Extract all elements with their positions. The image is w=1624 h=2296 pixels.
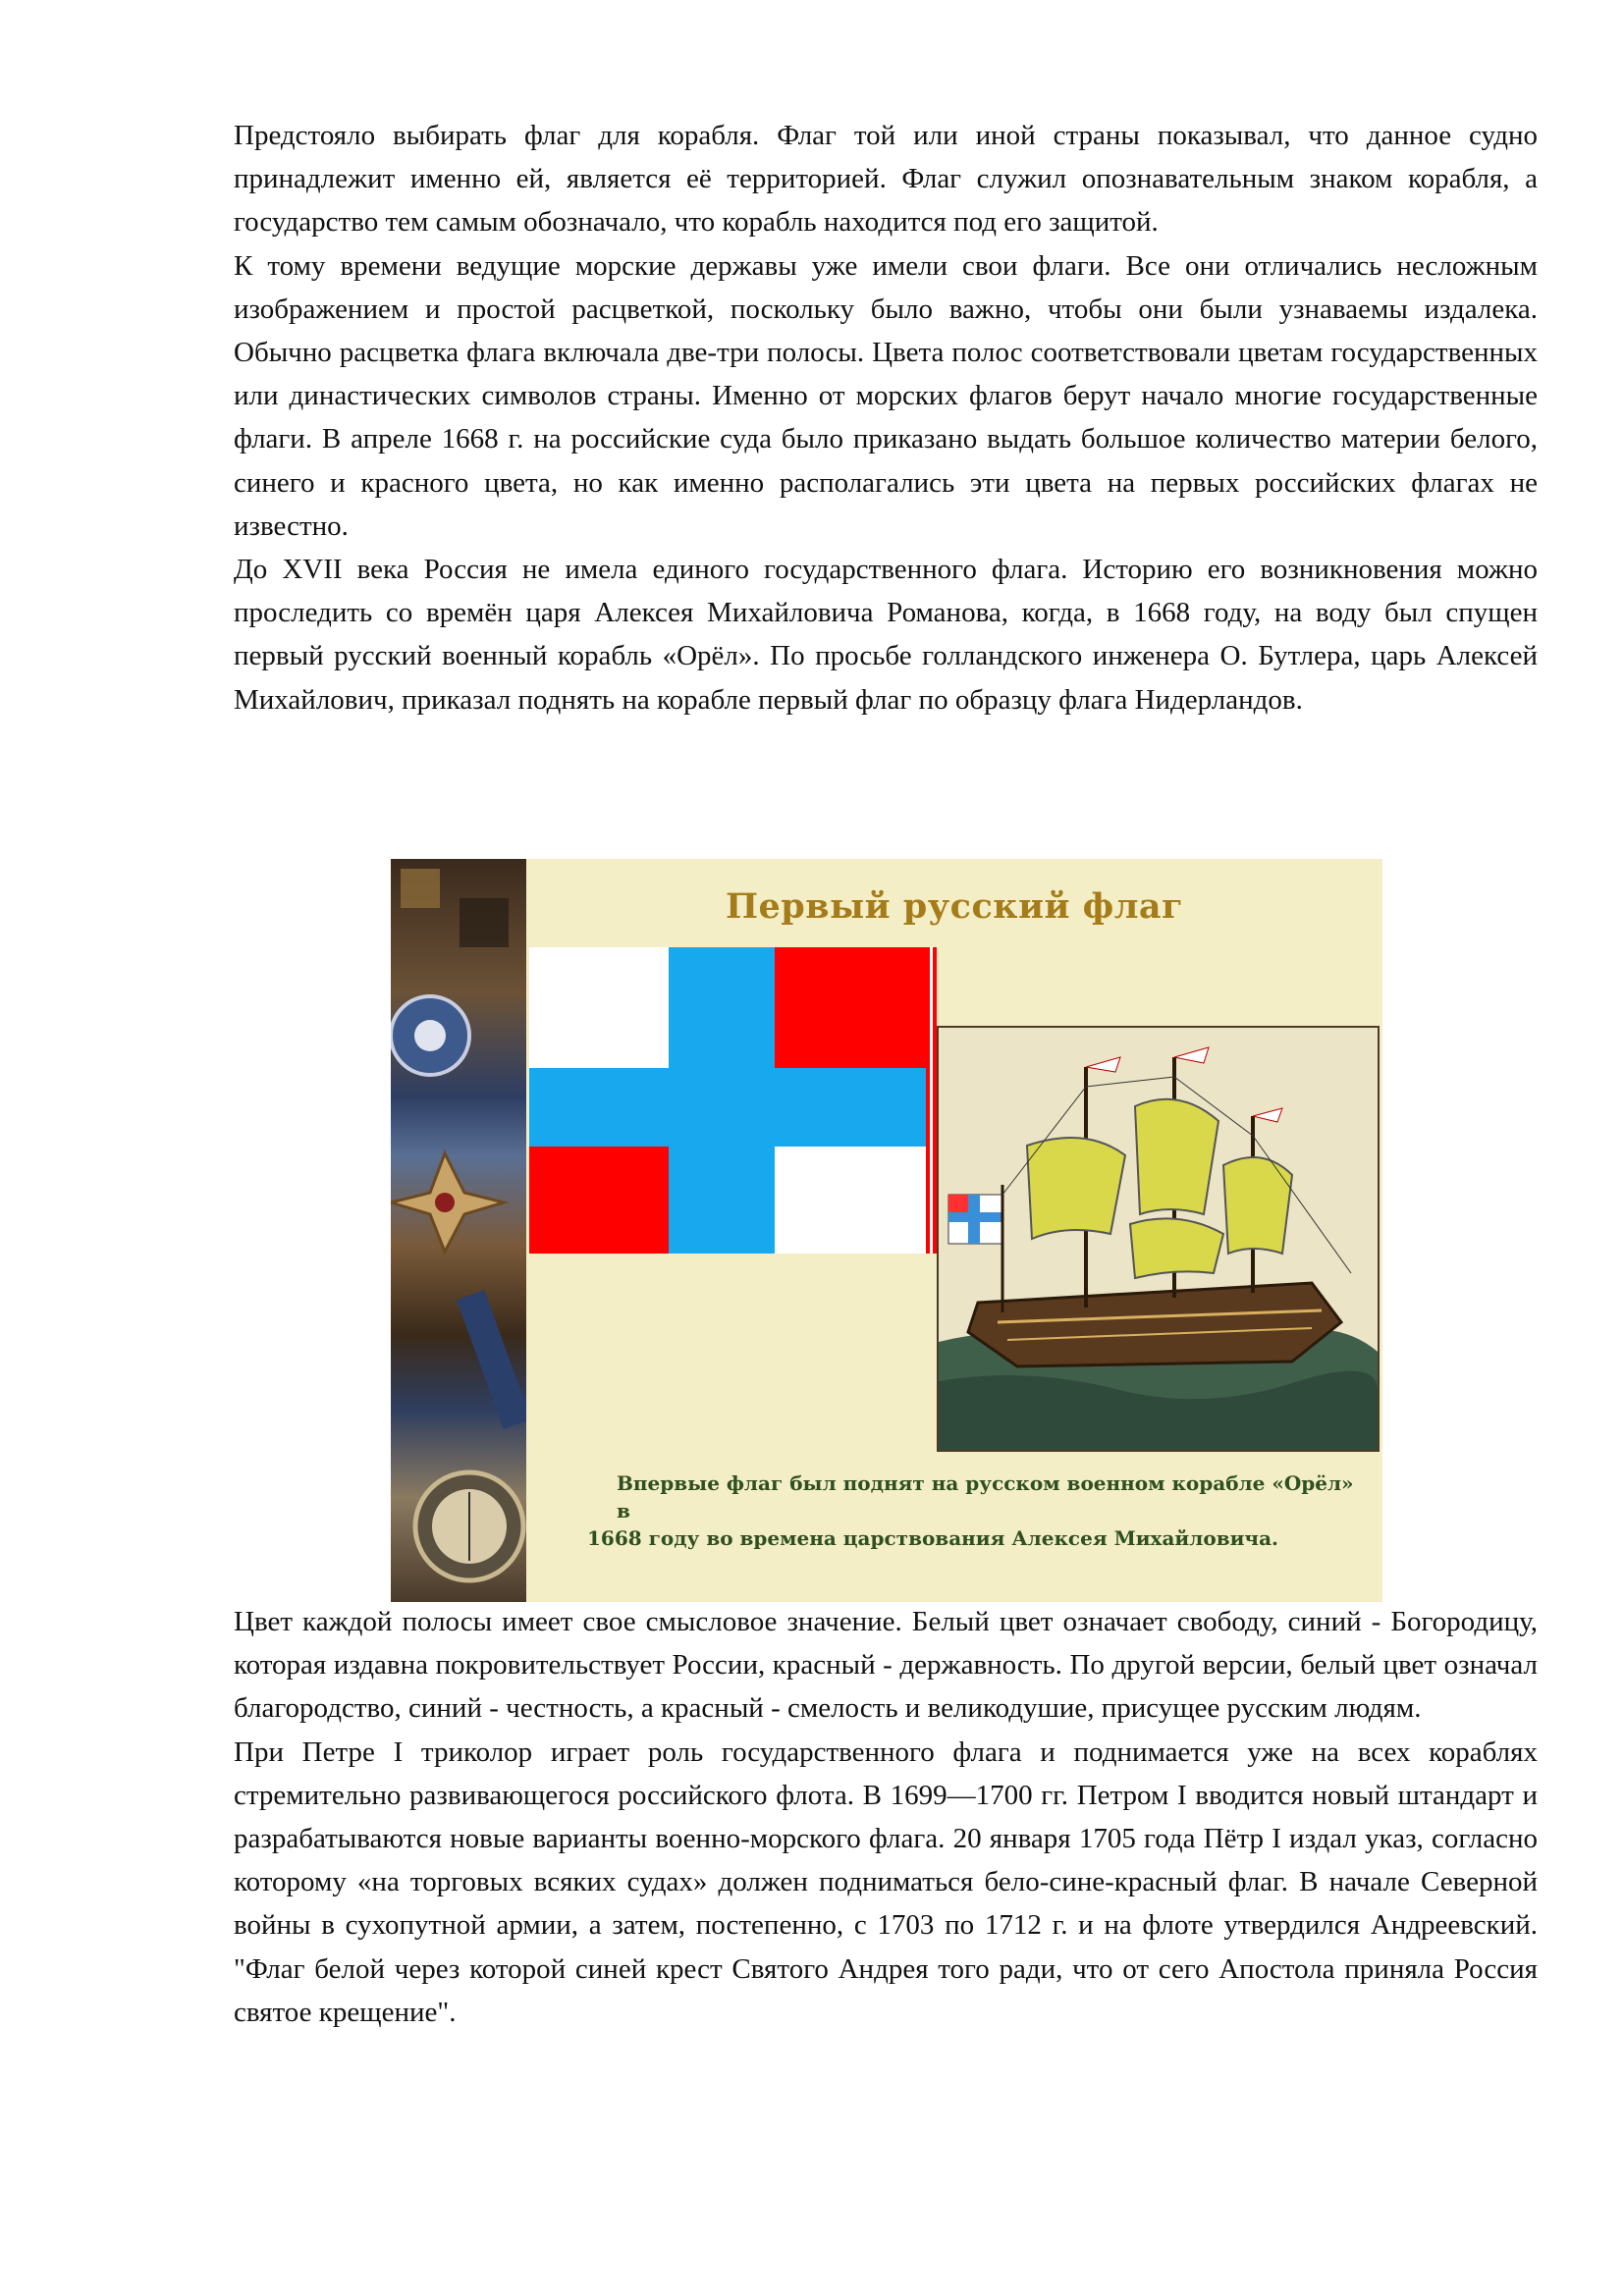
collage-artwork: [391, 859, 526, 1602]
ship-orel-image: [937, 1026, 1380, 1452]
paragraph: Предстояло выбирать флаг для корабля. Флаг той или иной страны показывал, что данное судно принадлежит именно ей, является её территорией. Флаг служил опознавательным знаком корабля, а государство тем самым обозначало, что корабль находится под его защитой.: [234, 120, 1538, 239]
caption-line: 1668 году во времена царствования Алексея Михайловича.: [587, 1526, 1278, 1550]
text-block-bottom: [234, 1600, 1538, 2034]
ship-artwork: [939, 1028, 1378, 1450]
first-russian-flag-illustration: [391, 859, 1382, 1602]
flag-cross-horizontal: [529, 1068, 937, 1147]
decorative-collage-image: [391, 859, 526, 1602]
illustration-caption: [587, 1469, 1373, 1552]
paragraph: К тому времени ведущие морские державы уже имели свои флаги. Все они отличались несложным изображением и простой расцветкой, поскольку было важно, чтобы они были узнаваемы издалека. Обычно расцветка флага включала две-три полосы. Цвета полос соответствовали цветам государственных или династических символов страны. Именно от морских флагов берут начало многие государственные флаги. В апреле 1668 г. на российские суда было приказано выдать большое количество материи белого, синего и красного цвета, но как именно располагались эти цвета на первых российских флагах не известно.: [234, 249, 1538, 542]
caption-line: Впервые флаг был поднят на русском военном корабле «Орёл» в: [617, 1471, 1354, 1522]
paragraph: Цвет каждой полосы имеет свое смысловое значение. Белый цвет означает свободу, синий - Богородицу, которая издавна покровительствует России, красный - державность. По другой версии, белый цвет означал благородство, синий - честность, а красный - смелость и великодушие, присущее русским людям.: [234, 1606, 1538, 1725]
flag-quadrant-bottom-left: [529, 1147, 669, 1254]
paragraph: При Петре I триколор играет роль государственного флага и поднимается уже на всех кораблях стремительно развивающегося российского флота. В 1699—1700 гг. Петром I вводится новый штандарт и разрабатываются новые варианты военно-морского флага. 20 января 1705 года Пётр I издал указ, согласно которому «на торговых всяких судах» должен подниматься бело-сине-красный флаг. В начале Северной войны в сухопутной армии, а затем, постепенно, с 1703 по 1712 г. и на флоте утвердился Андреевский. "Флаг белой через которой синей крест Святого Андрея того ради, что от сего Апостола приняла Россия святое крещение".: [234, 1735, 1538, 2028]
first-russian-flag: [529, 947, 937, 1254]
illustration-title: Первый русский флаг: [725, 886, 1184, 927]
paragraph: До XVII века Россия не имела единого государственного флага. Историю его возникновения можно проследить со времён царя Алексея Михайловича Романова, когда, в 1668 году, на воду был спущен первый русский военный корабль «Орёл». По просьбе голландского инженера О. Бутлера, царь Алексей Михайлович, приказал поднять на корабле первый флаг по образцу флага Нидерландов.: [234, 554, 1538, 716]
flag-quadrant-top-right: [775, 947, 937, 1068]
text-block-top: [234, 114, 1538, 721]
flag-graphic: [529, 947, 937, 1254]
flag-quadrant-top-left: [529, 947, 669, 1068]
flag-quadrant-bottom-right: [775, 1147, 937, 1254]
